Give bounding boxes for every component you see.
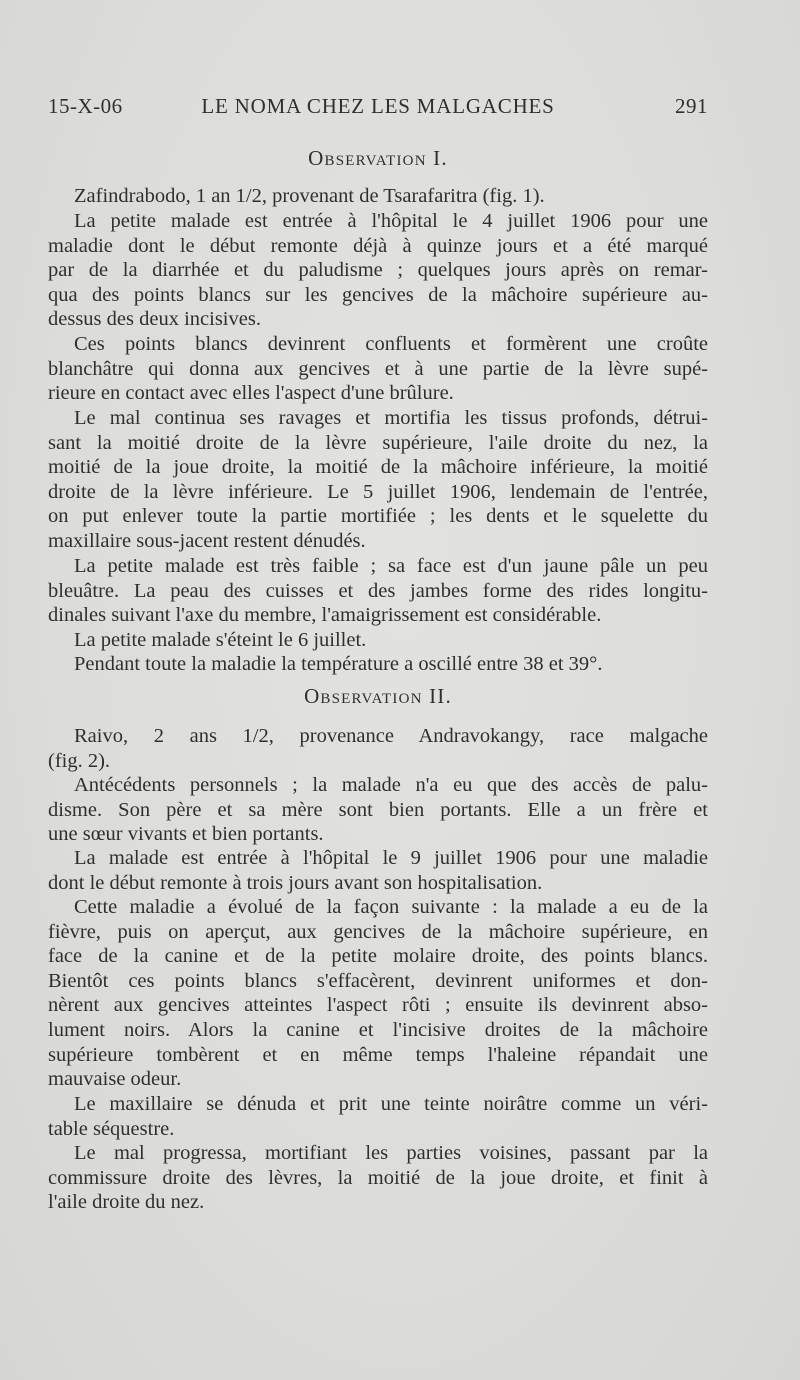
text-line: Antécédents personnels ; la malade n'a eu que des accès de palu- [74, 774, 708, 796]
obs2-paragraph-2 [48, 773, 708, 847]
text-line: Pendant toute la maladie la température a oscillé entre 38 et 39°. [74, 653, 603, 675]
text-line: supérieure tombèrent et en même temps l'haleine répandait une [48, 1043, 708, 1066]
text-line: Le mal progressa, mortifiant les parties voisines, passant par la [74, 1142, 708, 1164]
running-head [48, 94, 708, 124]
text-line: maladie dont le début remonte déjà à quinze jours et a été marqué [48, 234, 708, 257]
obs1-paragraph-6 [48, 628, 708, 653]
text-line: dont le début remonte à trois jours avant son hospitalisation. [48, 871, 543, 894]
observation-1-heading: Observation I. [308, 146, 448, 170]
text-line: Zafindrabodo, 1 an 1/2, provenant de Tsarafaritra (fig. 1). [74, 185, 545, 207]
obs1-paragraph-3 [48, 332, 708, 406]
obs2-paragraph-6 [48, 1141, 708, 1215]
text-line: bleuâtre. La peau des cuisses et des jambes forme des rides longitu- [48, 579, 708, 602]
text-line: La petite malade est très faible ; sa face est d'un jaune pâle un peu [74, 555, 708, 577]
text-line: une sœur vivants et bien portants. [48, 823, 324, 846]
text-line: table séquestre. [48, 1117, 175, 1140]
obs2-paragraph-1 [48, 724, 708, 773]
text-line: on put enlever toute la partie mortifiée ; les dents et le squelette du [48, 505, 708, 528]
text-line: moitié de la joue droite, la moitié de la mâchoire inférieure, la moitié [48, 456, 708, 479]
observation-2-heading: Observation II. [304, 684, 452, 708]
text-line: Le maxillaire se dénuda et prit une teinte noirâtre comme un véri- [74, 1093, 708, 1115]
running-head-date: 15-X-06 [48, 94, 123, 118]
text-line: qua des points blancs sur les gencives de la mâchoire supérieure au- [48, 283, 708, 306]
obs1-paragraph-4 [48, 406, 708, 554]
text-line: Le mal continua ses ravages et mortifia les tissus profonds, détrui- [74, 407, 708, 429]
obs2-paragraph-3 [48, 846, 708, 895]
text-line: Bientôt ces points blancs s'effacèrent, devinrent uniformes et don- [48, 969, 708, 992]
text-line: fièvre, puis on aperçut, aux gencives de la mâchoire supérieure, en [48, 920, 708, 943]
text-line: l'aile droite du nez. [48, 1191, 205, 1214]
text-line: dinales suivant l'axe du membre, l'amaigrissement est considérable. [48, 604, 602, 627]
text-line: Ces points blancs devinrent confluents et formèrent une croûte [74, 333, 708, 355]
text-line: dessus des deux incisives. [48, 308, 261, 331]
text-line: disme. Son père et sa mère sont bien portants. Elle a un frère et [48, 798, 708, 821]
text-line: La petite malade s'éteint le 6 juillet. [74, 629, 367, 651]
text-line: blanchâtre qui donna aux gencives et à une partie de la lèvre supé- [48, 357, 708, 380]
text-line: Cette maladie a évolué de la façon suivante : la malade a eu de la [74, 896, 708, 918]
page-number: 291 [675, 94, 708, 118]
text-line: Raivo, 2 ans 1/2, provenance Andravokangy, race malgache [74, 725, 708, 747]
text-line: nèrent aux gencives atteintes l'aspect rôti ; ensuite ils devinrent abso- [48, 994, 708, 1017]
text-line: lument noirs. Alors la canine et l'incisive droites de la mâchoire [48, 1018, 708, 1041]
text-line: mauvaise odeur. [48, 1068, 182, 1091]
text-line: commissure droite des lèvres, la moitié de la joue droite, et finit à [48, 1166, 708, 1189]
text-line: maxillaire sous-jacent restent dénudés. [48, 529, 366, 552]
text-line: La malade est entrée à l'hôpital le 9 juillet 1906 pour une maladie [74, 847, 708, 869]
running-head-title: LE NOMA CHEZ LES MALGACHES [201, 94, 555, 118]
obs1-paragraph-1 [48, 184, 708, 209]
text-line: droite de la lèvre inférieure. Le 5 juillet 1906, lendemain de l'entrée, [48, 480, 708, 503]
obs2-paragraph-4 [48, 895, 708, 1092]
text-line: (fig. 2). [48, 749, 111, 772]
obs1-paragraph-2 [48, 209, 708, 332]
text-line: La petite malade est entrée à l'hôpital le 4 juillet 1906 pour une [74, 210, 708, 232]
obs1-paragraph-7 [48, 652, 708, 677]
text-line: sant la moitié droite de la lèvre supérieure, l'aile droite du nez, la [48, 431, 708, 454]
text-line: par de la diarrhée et du paludisme ; quelques jours après on remar- [48, 259, 708, 282]
obs1-paragraph-5 [48, 554, 708, 628]
obs2-paragraph-5 [48, 1092, 708, 1141]
text-line: face de la canine et de la petite molaire droite, des points blancs. [48, 945, 708, 968]
text-line: rieure en contact avec elles l'aspect d'une brûlure. [48, 382, 454, 405]
